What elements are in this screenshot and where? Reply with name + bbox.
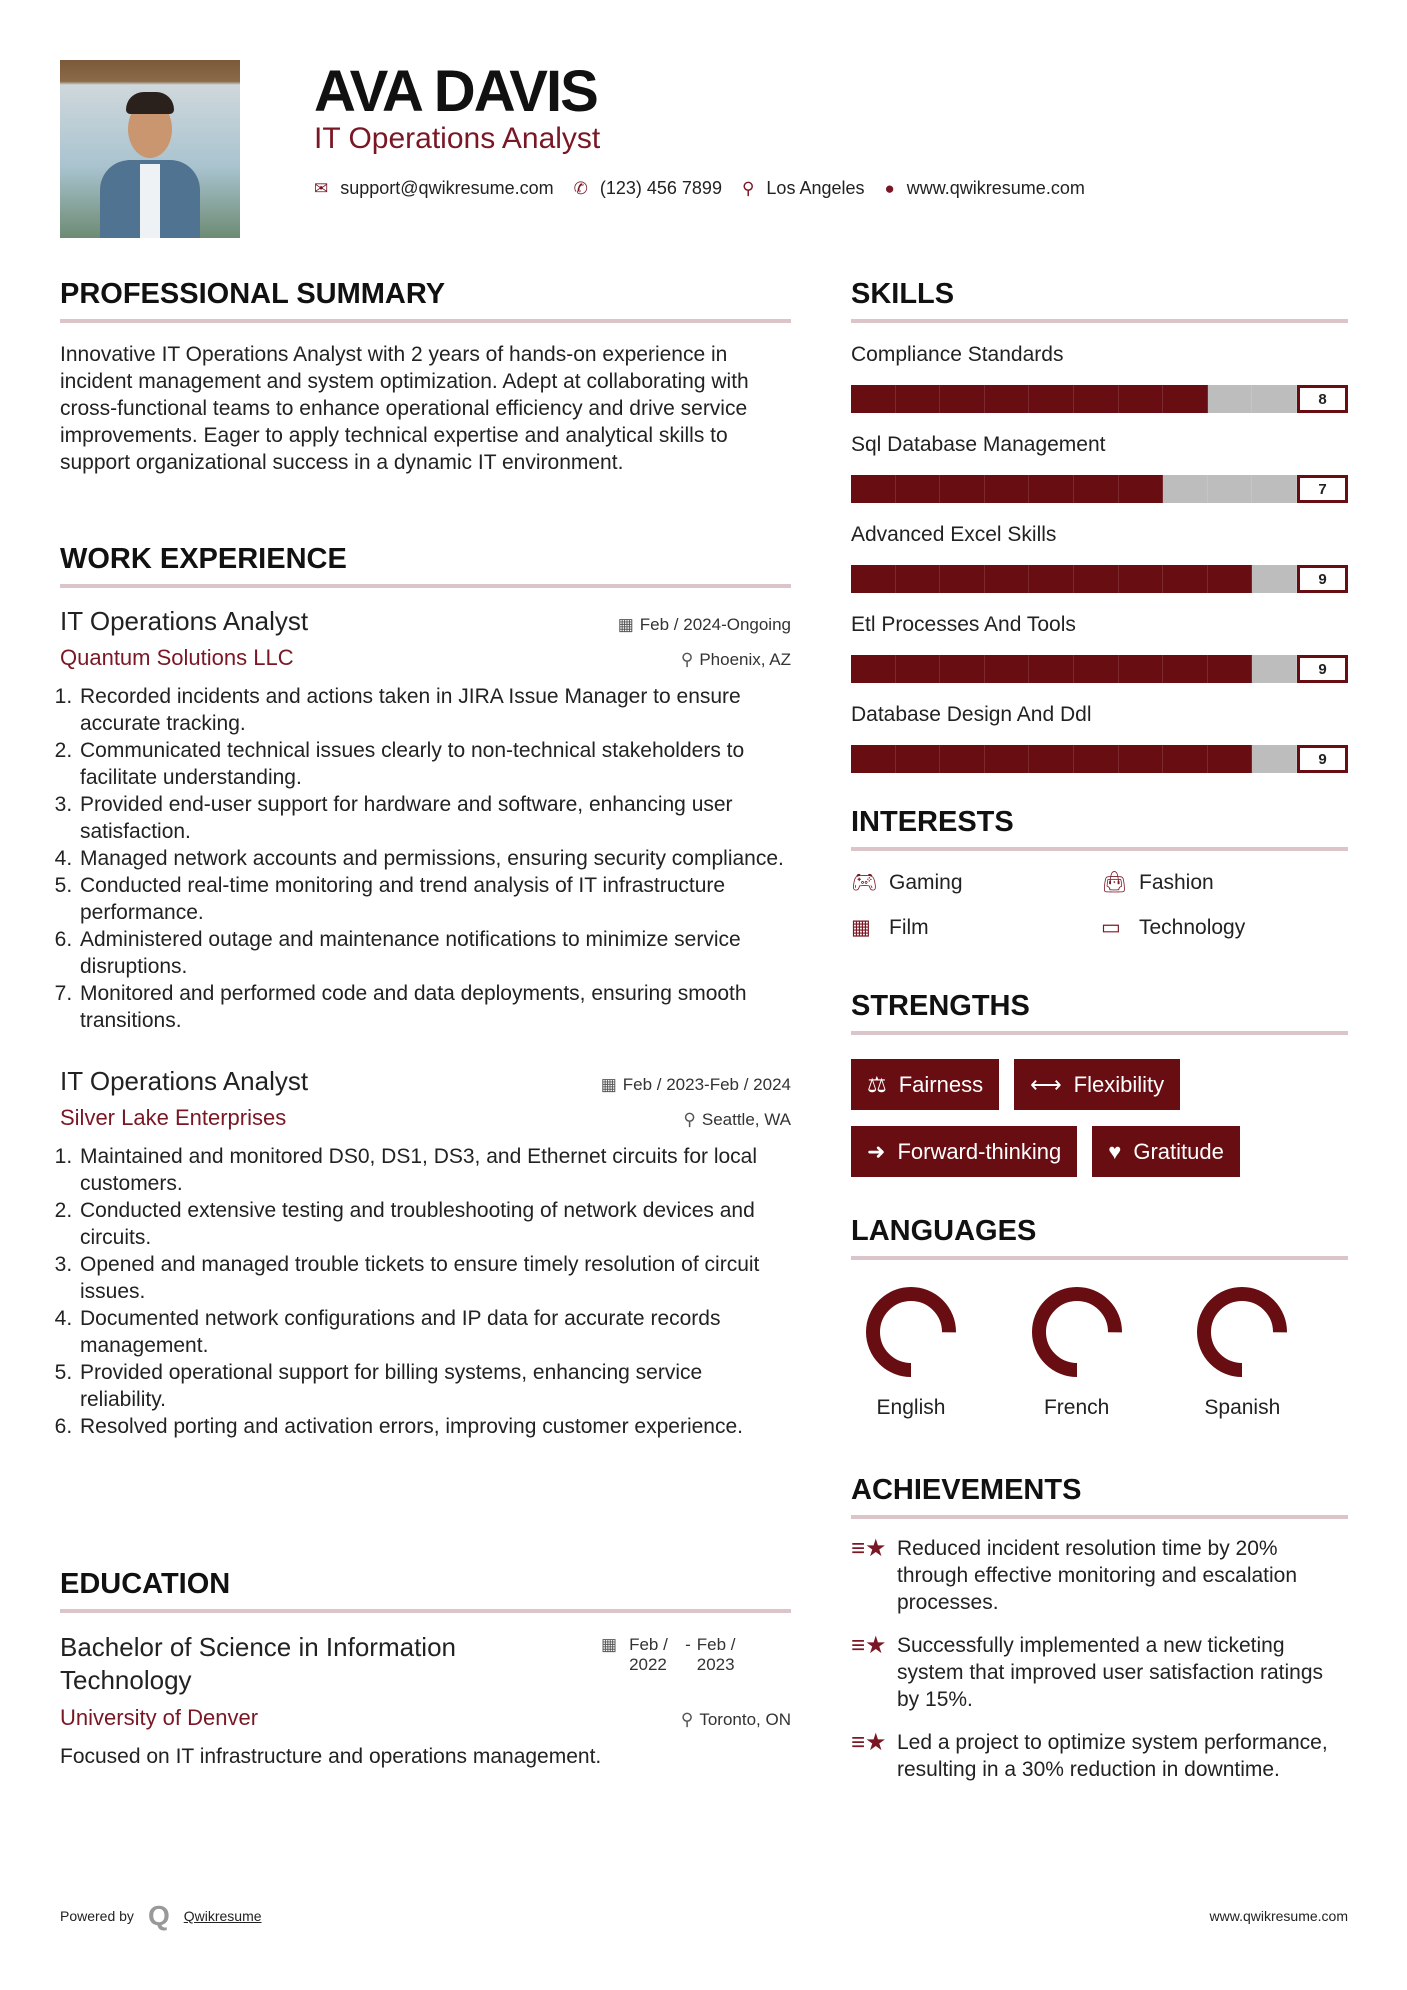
star-award-icon: ≡★ — [851, 1632, 887, 1659]
language-level-ring — [1182, 1282, 1302, 1382]
star-award-icon: ≡★ — [851, 1729, 887, 1756]
list-item: 3. Provided end-user support for hardware and software, enhancing user satisfaction. — [78, 791, 791, 845]
skill-item — [851, 613, 1348, 683]
section-heading: STRENGTHS — [851, 990, 1348, 1035]
list-item: 6. Administered outage and maintenance notifications to minimize service disruptions. — [78, 926, 791, 980]
skill-level: 8 — [1297, 385, 1348, 413]
footer-website[interactable]: www.qwikresume.com — [1209, 1908, 1348, 1924]
job-entry — [60, 1066, 791, 1440]
phone-icon: ✆ — [573, 178, 588, 198]
strength-tag — [851, 1126, 1077, 1177]
website[interactable]: www.qwikresume.com — [906, 178, 1085, 198]
footer — [60, 1900, 1348, 1932]
skill-name: Database Design And Ddl — [851, 703, 1092, 726]
summary-section — [60, 278, 791, 476]
section-heading: LANGUAGES — [851, 1215, 1348, 1260]
email[interactable]: support@qwikresume.com — [340, 178, 554, 198]
language-item — [1017, 1282, 1183, 1420]
skill-name: Compliance Standards — [851, 343, 1064, 366]
job-entry — [60, 606, 791, 1034]
pin-icon: ⚲ — [680, 1710, 694, 1729]
achievement-text: Reduced incident resolution time by 20% through effective monitoring and escalation processes. — [897, 1537, 1298, 1614]
phone: (123) 456 7899 — [599, 178, 722, 198]
strength-tag — [851, 1059, 999, 1110]
skill-bar — [851, 565, 1348, 593]
skill-item — [851, 523, 1348, 593]
skill-item — [851, 343, 1348, 413]
date-separator: - — [685, 1635, 691, 1654]
skills-section — [851, 278, 1348, 773]
gamepad-icon: 🎮︎ — [851, 871, 878, 894]
list-item: 5. Provided operational support for billing systems, enhancing service reliability. — [78, 1359, 791, 1413]
list-item: 2. Communicated technical issues clearly to non-technical stakeholders to facilitate understanding. — [78, 737, 791, 791]
section-heading: PROFESSIONAL SUMMARY — [60, 278, 791, 323]
company: Quantum Solutions LLC — [60, 645, 294, 670]
list-item: 2. Conducted extensive testing and troubleshooting of network devices and circuits. — [78, 1197, 791, 1251]
job-date: Feb / 2024-Ongoing — [639, 615, 791, 634]
degree: Bachelor of Science in Information Technology — [60, 1632, 456, 1695]
skill-bar — [851, 745, 1348, 773]
section-heading: ACHIEVEMENTS — [851, 1474, 1348, 1519]
scale-icon: ⚖ — [867, 1071, 887, 1097]
interest-item — [1101, 871, 1348, 895]
skill-item — [851, 433, 1348, 503]
job-location: Seattle, WA — [701, 1110, 791, 1129]
contact-bar — [314, 178, 1105, 199]
interest-item — [851, 871, 1101, 895]
education-section — [60, 1568, 791, 1770]
job-title: IT Operations Analyst — [60, 1066, 309, 1096]
skill-bar — [851, 475, 1348, 503]
list-item: 1. Maintained and monitored DS0, DS1, DS3, and Ethernet circuits for local customers. — [78, 1143, 791, 1197]
list-item: 6. Resolved porting and activation errors, improving customer experience. — [78, 1413, 791, 1440]
list-item: 4. Documented network configurations and IP data for accurate records management. — [78, 1305, 791, 1359]
pin-icon: ⚲ — [680, 650, 694, 669]
skill-name: Advanced Excel Skills — [851, 523, 1057, 546]
skill-bar — [851, 385, 1348, 413]
section-heading: WORK EXPERIENCE — [60, 543, 791, 588]
achievement-text: Led a project to optimize system performance, resulting in a 30% reduction in downtime. — [897, 1731, 1328, 1781]
summary-text: Innovative IT Operations Analyst with 2 years of hands-on experience in incident management and system optimization. Adept at collaborating with cross-functional teams to enhance operational efficiency and drive service improvements. Eager to apply technical expertise and analytical skills to support organizational success in a dynamic IT environment. — [60, 343, 749, 474]
calendar-icon: ▦ — [601, 1635, 618, 1654]
language-name: English — [876, 1396, 946, 1419]
skill-level: 9 — [1297, 745, 1348, 773]
language-item — [1182, 1282, 1348, 1420]
school: University of Denver — [60, 1705, 259, 1730]
strength-label: Gratitude — [1133, 1138, 1224, 1164]
skill-bar — [851, 655, 1348, 683]
skill-name: Etl Processes And Tools — [851, 613, 1076, 636]
list-item: 4. Managed network accounts and permissions, ensuring security compliance. — [78, 845, 791, 872]
interest-label: Gaming — [889, 871, 963, 894]
interest-item — [1101, 915, 1348, 940]
candidate-name: AVA DAVIS — [314, 59, 597, 124]
list-item: 1. Recorded incidents and actions taken in JIRA Issue Manager to ensure accurate tracking. — [78, 683, 791, 737]
email-icon: ✉ — [314, 178, 329, 198]
brand-link[interactable]: Qwikresume — [183, 1908, 262, 1924]
location-pin-icon: ⚲ — [741, 178, 755, 198]
laptop-icon: ▭ — [1101, 916, 1121, 939]
job-date: Feb / 2023-Feb / 2024 — [622, 1075, 791, 1094]
languages-section — [851, 1215, 1348, 1420]
interest-item — [851, 915, 1101, 940]
achievement-text: Successfully implemented a new ticketing system that improved user satisfaction ratings by 15%. — [897, 1634, 1324, 1711]
star-award-icon: ≡★ — [851, 1535, 887, 1562]
language-level-ring — [851, 1282, 971, 1382]
strengths-section — [851, 990, 1348, 1177]
interest-label: Technology — [1139, 916, 1246, 939]
calendar-icon: ▦ — [617, 615, 634, 634]
list-item: 7. Monitored and performed code and data deployments, ensuring smooth transitions. — [78, 980, 791, 1034]
list-item: 3. Opened and managed trouble tickets to ensure timely resolution of circuit issues. — [78, 1251, 791, 1305]
skill-item — [851, 703, 1348, 773]
language-level-ring — [1017, 1282, 1137, 1382]
start-date: Feb / 2022 — [629, 1635, 668, 1674]
language-item — [851, 1282, 1017, 1420]
section-heading: SKILLS — [851, 278, 1348, 323]
language-name: Spanish — [1204, 1396, 1281, 1419]
end-date: Feb / 2023 — [696, 1635, 736, 1674]
strength-label: Forward-thinking — [897, 1138, 1062, 1164]
heart-icon: ♥ — [1108, 1138, 1122, 1164]
qwikresume-logo-icon: Q — [147, 1900, 170, 1931]
job-location: Phoenix, AZ — [699, 650, 791, 669]
bag-icon: 👜︎ — [1101, 871, 1128, 894]
achievements-section — [851, 1474, 1348, 1783]
interest-label: Fashion — [1139, 871, 1214, 894]
education-description: Focused on IT infrastructure and operations management. — [60, 1745, 602, 1768]
language-name: French — [1043, 1396, 1110, 1419]
globe-icon: ● — [884, 178, 895, 198]
candidate-title: IT Operations Analyst — [314, 122, 601, 155]
section-heading: INTERESTS — [851, 806, 1348, 851]
job-title: IT Operations Analyst — [60, 606, 309, 636]
calendar-icon: ▦ — [600, 1075, 617, 1094]
location: Los Angeles — [766, 178, 865, 198]
achievement-item — [851, 1632, 1348, 1713]
arrows-icon: ⟷ — [1030, 1071, 1062, 1097]
skill-name: Sql Database Management — [851, 433, 1106, 456]
work-section — [60, 543, 791, 1440]
section-heading: EDUCATION — [60, 1568, 791, 1613]
pin-icon: ⚲ — [683, 1110, 696, 1129]
profile-photo — [60, 60, 240, 238]
edu-location: Toronto, ON — [699, 1710, 791, 1729]
achievement-item — [851, 1729, 1348, 1783]
strength-label: Flexibility — [1073, 1071, 1165, 1097]
arrow-right-icon: ➜ — [867, 1138, 886, 1164]
interests-section — [851, 806, 1348, 940]
achievement-item — [851, 1535, 1348, 1616]
skill-level: 7 — [1297, 475, 1348, 503]
powered-by: Powered by — [60, 1908, 134, 1924]
film-icon: ▦ — [851, 916, 871, 939]
skill-level: 9 — [1297, 565, 1348, 593]
strength-label: Fairness — [898, 1071, 984, 1097]
strength-tag — [1014, 1059, 1180, 1110]
skill-level: 9 — [1297, 655, 1348, 683]
company: Silver Lake Enterprises — [60, 1105, 287, 1130]
strength-tag — [1092, 1126, 1240, 1177]
interest-label: Film — [889, 916, 929, 939]
list-item: 5. Conducted real-time monitoring and trend analysis of IT infrastructure performance. — [78, 872, 791, 926]
